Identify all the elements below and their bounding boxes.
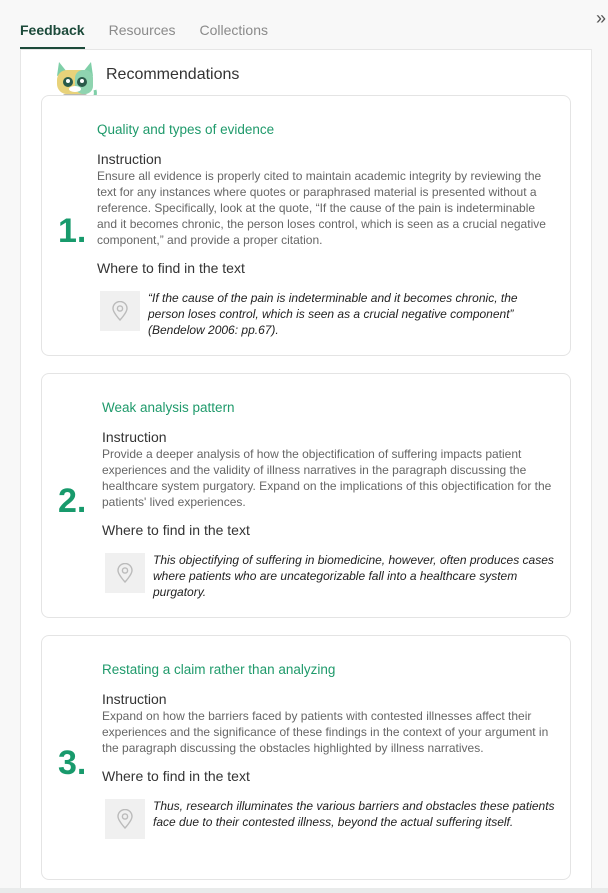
map-pin-icon[interactable] (105, 553, 145, 593)
where-label: Where to find in the text (102, 522, 250, 538)
location-excerpt[interactable] (105, 552, 556, 600)
instruction-text: Provide a deeper analysis of how the objectification of suffering impacts patient experiences and the validity of illness narratives in the paragraph discussing the healthcare system purgatory. Expand on the implications of this objectification for the patients' lived experiences. (102, 447, 552, 509)
feedback-panel (20, 49, 592, 893)
where-label: Where to find in the text (102, 768, 250, 784)
recommendations-title: Recommendations (106, 66, 240, 83)
excerpt-text: “If the cause of the pain is indeterminable and it becomes chronic, the person loses control, which is seen as a crucial negative component” (Bendelow 2006: pp.67). (148, 291, 518, 337)
recommendation-card (41, 635, 571, 880)
tab-collections[interactable]: Collections (199, 22, 268, 38)
location-excerpt[interactable] (105, 798, 556, 839)
bottom-divider (0, 888, 608, 893)
instruction-label: Instruction (102, 691, 167, 707)
recommendation-title: Weak analysis pattern (102, 400, 235, 415)
instruction-text: Expand on how the barriers faced by patients with contested illnesses affect their experiences and the significance of these findings in the context of your argument in the paragraph discussing the obstacles highlighted by illness narratives. (102, 709, 549, 755)
recommendation-number: 2. (58, 482, 87, 520)
map-pin-icon[interactable] (105, 799, 145, 839)
instruction-label: Instruction (97, 151, 162, 167)
excerpt-text: This objectifying of suffering in biomedicine, however, often produces cases where patients who are uncategorizable fall into a healthcare system purgatory. (153, 553, 554, 599)
collapse-panel-icon[interactable]: » (595, 8, 602, 28)
recommendation-title: Quality and types of evidence (97, 122, 275, 137)
recommendation-number: 3. (58, 744, 87, 782)
recommendation-number: 1. (58, 212, 87, 250)
tab-feedback[interactable]: Feedback (20, 20, 85, 50)
tab-bar (20, 20, 268, 50)
map-pin-icon[interactable] (100, 291, 140, 331)
instruction-text: Ensure all evidence is properly cited to maintain academic integrity by reviewing the text for any instances where quotes or paraphrased material is presented without a reference. Specifically, look at the quote, “If the cause of the pain is indeterminable and it becomes chronic, the person loses control, which is seen as a crucial negative component,” and provide a proper citation. (97, 169, 546, 247)
excerpt-text: Thus, research illuminates the various barriers and obstacles these patients face due to their contested illness, beyond the actual suffering itself. (153, 799, 555, 829)
tab-resources[interactable]: Resources (108, 22, 176, 38)
location-excerpt[interactable] (100, 290, 556, 338)
recommendation-card (41, 95, 571, 356)
recommendation-title: Restating a claim rather than analyzing (102, 662, 336, 677)
instruction-label: Instruction (102, 429, 167, 445)
where-label: Where to find in the text (97, 260, 245, 276)
recommendation-card (41, 373, 571, 618)
